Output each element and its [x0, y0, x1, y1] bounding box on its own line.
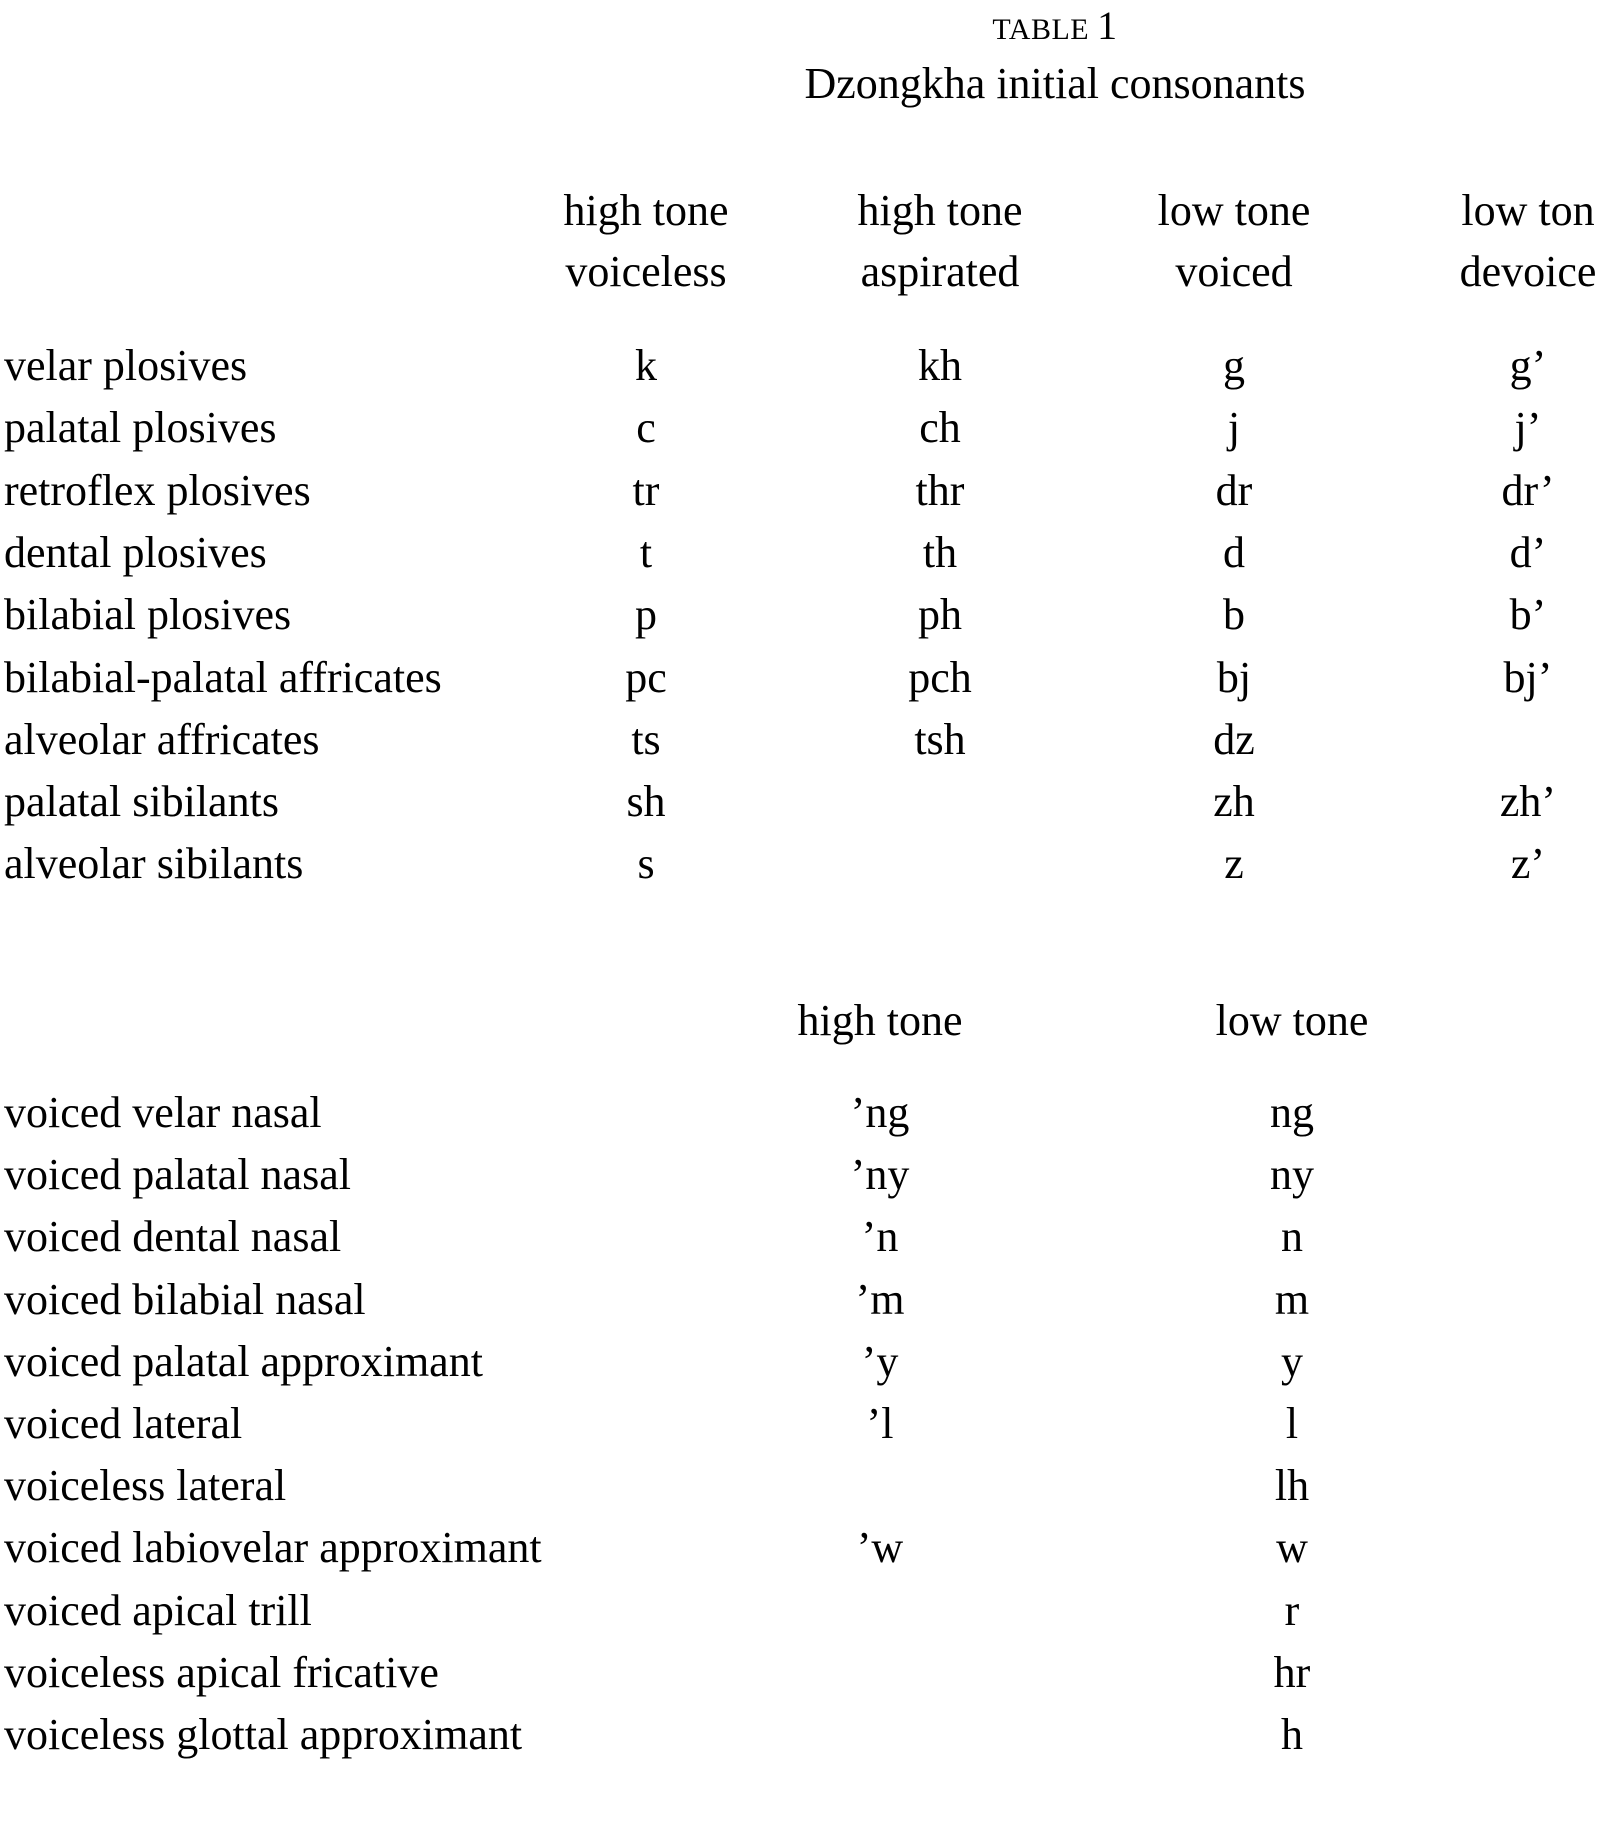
- table-cell: ’ny: [850, 1150, 910, 1200]
- row-label: voiceless lateral: [4, 1461, 287, 1511]
- column-header: [790, 180, 1090, 302]
- row-label: velar plosives: [4, 341, 248, 390]
- table-cell: ng: [1270, 1088, 1314, 1137]
- table-cell: hr: [1273, 1647, 1311, 1697]
- row-label: bilabial-palatal affricates: [4, 652, 442, 702]
- column-header-line2: devoice: [1459, 247, 1597, 296]
- row-label: retroflex plosives: [4, 465, 311, 515]
- table-cell: ’m: [855, 1274, 905, 1324]
- table-cell: z: [1224, 839, 1244, 889]
- table-cell: b: [1223, 590, 1245, 640]
- table-cell: m: [1274, 1274, 1310, 1324]
- table-cell: d’: [1509, 527, 1547, 577]
- table-cell: l: [1285, 1399, 1299, 1448]
- table-cell: dr: [1215, 465, 1253, 515]
- column-header: [1084, 180, 1384, 302]
- table-cell: ny: [1270, 1150, 1314, 1200]
- column-header: high tone: [797, 996, 963, 1045]
- table-cell: w: [1276, 1523, 1308, 1573]
- table-cell: g’: [1509, 341, 1547, 390]
- table-cell: bj: [1216, 652, 1252, 702]
- table-label: [0, 2, 1598, 49]
- table-cell: th: [922, 527, 958, 577]
- row-label: bilabial plosives: [4, 590, 292, 640]
- table-cell: h: [1281, 1710, 1303, 1759]
- column-header-line1: high tone: [857, 186, 1023, 235]
- row-label: voiced labiovelar approximant: [4, 1523, 542, 1573]
- table-cell: c: [636, 403, 656, 453]
- row-label: voiced bilabial nasal: [4, 1274, 366, 1324]
- row-label: voiceless apical fricative: [4, 1647, 439, 1697]
- table-number: 1: [1097, 3, 1118, 48]
- column-header-line1: high tone: [563, 186, 729, 235]
- table-label-text: TABLE: [992, 13, 1090, 46]
- row-label: dental plosives: [4, 527, 267, 577]
- table-cell: dz: [1213, 714, 1255, 764]
- column-header-line2: voiceless: [565, 247, 727, 296]
- table-cell: n: [1281, 1212, 1303, 1262]
- table-cell: y: [1281, 1336, 1303, 1386]
- row-label: palatal plosives: [4, 403, 277, 453]
- row-label: voiced velar nasal: [4, 1088, 322, 1137]
- table-cell: p: [635, 590, 657, 640]
- table-cell: zh’: [1499, 777, 1557, 827]
- table-cell: thr: [915, 465, 965, 515]
- table-cell: ’l: [866, 1399, 894, 1448]
- table-cell: ’y: [861, 1336, 899, 1386]
- table-cell: ’n: [861, 1212, 899, 1262]
- table-cell: t: [639, 527, 653, 577]
- column-header-line2: aspirated: [860, 247, 1020, 296]
- row-label: alveolar sibilants: [4, 839, 304, 889]
- row-label: voiced dental nasal: [4, 1212, 342, 1262]
- table-cell: k: [635, 341, 657, 390]
- row-label: palatal sibilants: [4, 777, 279, 827]
- table-cell: j’: [1514, 403, 1542, 453]
- table-cell: g: [1223, 341, 1245, 390]
- table-cell: b’: [1509, 590, 1547, 640]
- column-header-line1: low tone: [1157, 186, 1311, 235]
- table-cell: tr: [632, 465, 660, 515]
- table-title: Dzongkha initial consonants: [804, 59, 1306, 108]
- column-header: [496, 180, 796, 302]
- column-header: low tone: [1215, 996, 1369, 1045]
- row-label: voiced apical trill: [4, 1585, 312, 1635]
- table-cell: r: [1284, 1585, 1300, 1635]
- table-cell: lh: [1274, 1461, 1310, 1511]
- column-header-line2: voiced: [1175, 247, 1293, 296]
- table-cell: pch: [908, 652, 972, 702]
- table-cell: kh: [918, 341, 962, 390]
- table-cell: ch: [919, 403, 961, 453]
- table-cell: pc: [625, 652, 667, 702]
- table-cell: sh: [626, 777, 666, 827]
- table-cell: ’ng: [850, 1088, 910, 1137]
- row-label: alveolar affricates: [4, 714, 320, 764]
- row-label: voiced lateral: [4, 1399, 243, 1448]
- row-label: voiced palatal nasal: [4, 1150, 351, 1200]
- row-label: voiceless glottal approximant: [4, 1710, 523, 1759]
- table-cell: bj’: [1503, 652, 1553, 702]
- table-cell: dr’: [1501, 465, 1555, 515]
- table-cell: ph: [918, 590, 962, 640]
- table-cell: zh: [1213, 777, 1255, 827]
- table-cell: s: [637, 839, 655, 889]
- table-cell: z’: [1510, 839, 1546, 889]
- table-cell: ’w: [856, 1523, 904, 1573]
- table-cell: j: [1227, 403, 1241, 453]
- column-header-line1: low ton: [1461, 186, 1595, 235]
- table-cell: tsh: [914, 714, 966, 764]
- table-cell: d: [1223, 527, 1245, 577]
- table-cell: ts: [631, 714, 661, 764]
- column-header: [1378, 180, 1598, 302]
- row-label: voiced palatal approximant: [4, 1336, 483, 1386]
